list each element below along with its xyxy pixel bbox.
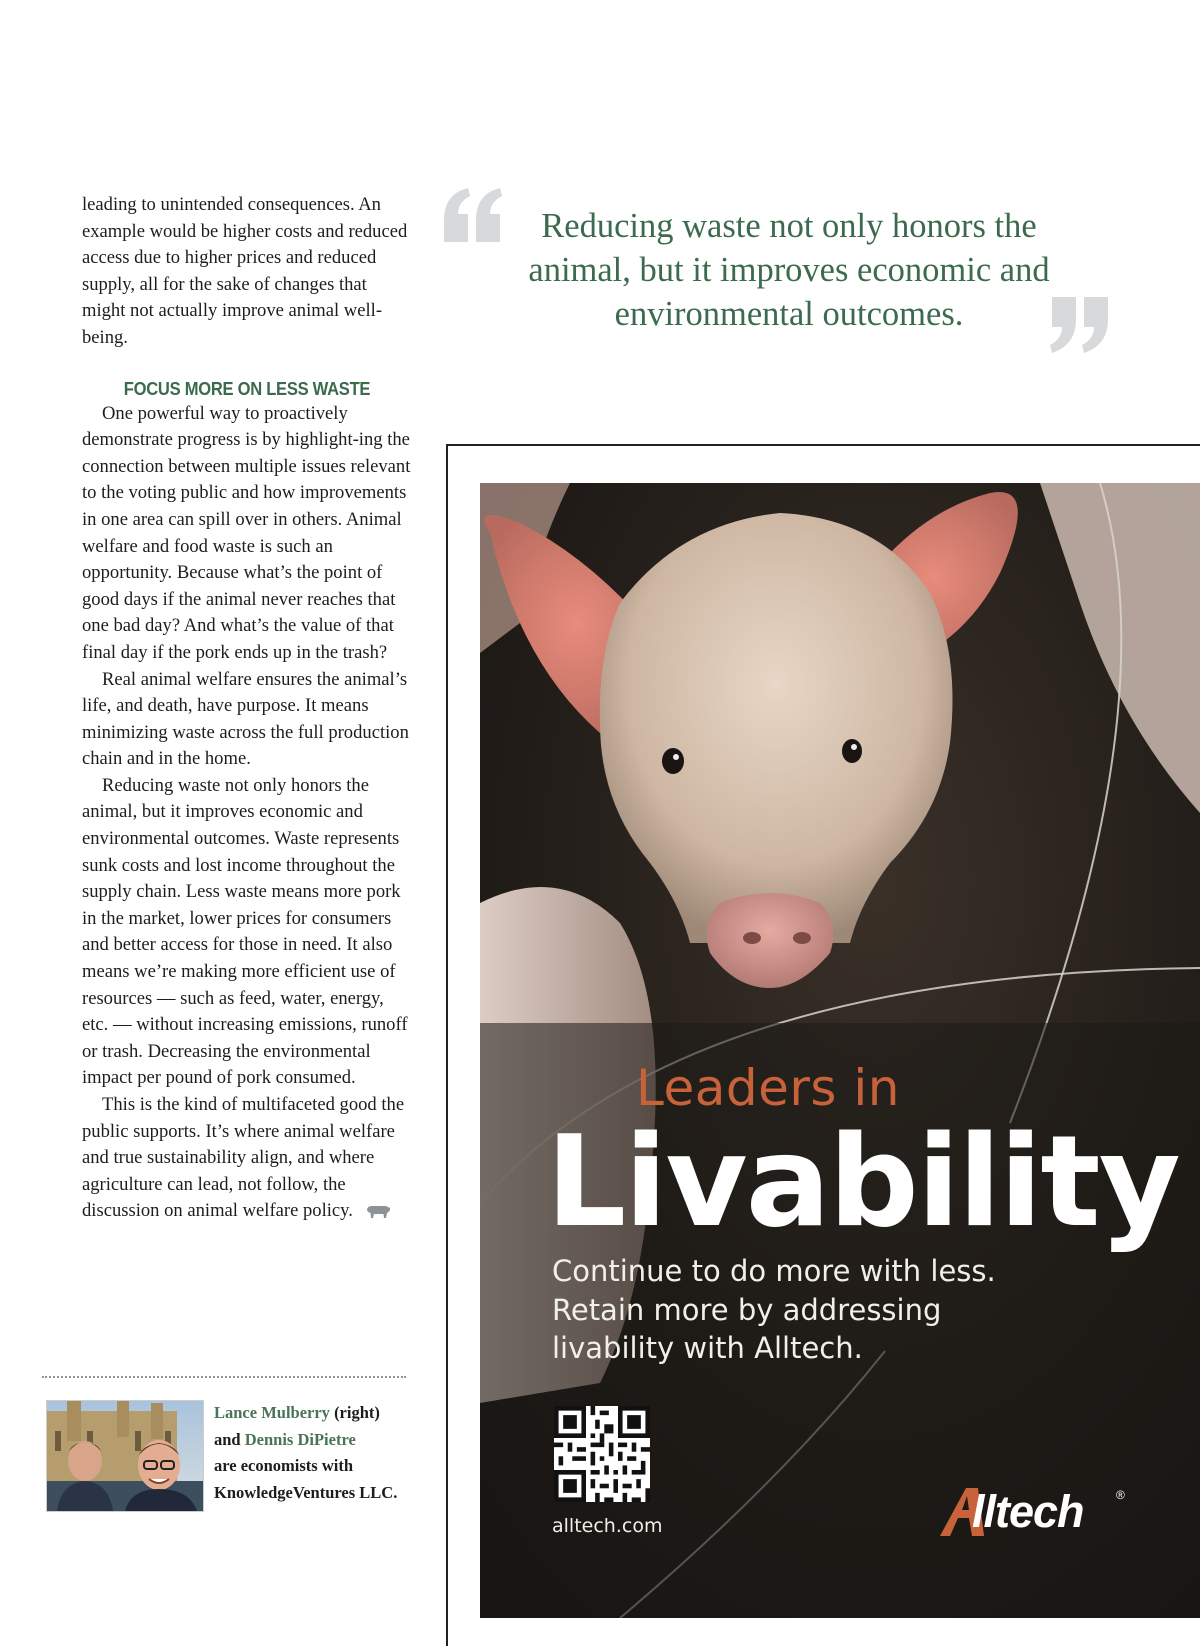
author-joiner: and <box>214 1429 241 1449</box>
close-quote-icon <box>1046 295 1112 355</box>
ad-kicker: Leaders in <box>636 1059 900 1117</box>
alltech-ad[interactable] <box>480 483 1200 1618</box>
article-column <box>82 192 412 1225</box>
author-photo <box>46 1400 204 1512</box>
section-subhead: FOCUS MORE ON LESS WASTE <box>123 378 371 399</box>
alltech-logo-text: lltech <box>972 1486 1084 1537</box>
article-paragraph: Reducing waste not only honors the animal, but it improves economic and environmental outcomes. Waste represents sunk costs and lost income throughout the supply chain. Less waste means more pork in the market, lower prices for consumers and better access for those in need. It also means we’re making more efficient use of resources — such as feed, water, energy, etc. — without increasing emissions, runoff or trash. Decreasing the environmental impact per pound of pork consumed. <box>82 774 408 1089</box>
ad-url-link[interactable]: alltech.com <box>552 1515 663 1537</box>
alltech-logo <box>936 1482 1136 1542</box>
author-name: Lance Mulberry <box>214 1403 330 1422</box>
pig-end-mark-icon <box>365 1205 391 1219</box>
article-paragraph: leading to unintended consequences. An example would be higher costs and reduced access due to higher prices and reduced supply, all for the sake of changes that might not actually improve animal well-being. <box>82 194 408 348</box>
author-divider <box>42 1376 406 1378</box>
author-affiliation: are economists with KnowledgeVentures LLC. <box>214 1456 398 1502</box>
article-paragraph-last <box>82 1092 412 1225</box>
ad-headline: Livability <box>546 1108 1179 1255</box>
author-name: Dennis DiPietre <box>244 1429 356 1449</box>
ad-copy-line: livability with Alltech. <box>552 1331 863 1365</box>
article-paragraph-text: This is the kind of multifaceted good the public supports. It’s where animal welfare and true sustainability align, and where agriculture can lead, not follow, the discussion on animal welfare policy. <box>82 1094 405 1222</box>
author-bio <box>214 1400 424 1506</box>
open-quote-icon <box>440 186 506 246</box>
qr-code-icon[interactable] <box>554 1406 650 1502</box>
article-paragraph: Real animal welfare ensures the animal’s life, and death, have purpose. It means minimizing waste across the full production chain and in the home. <box>82 668 409 770</box>
ad-copy <box>552 1252 1072 1368</box>
author-note: (right) <box>334 1403 380 1422</box>
pull-quote: Reducing waste not only honors the animal, but it improves economic and environmental outcomes. <box>528 207 1050 333</box>
ad-copy-line: Continue to do more with less. <box>552 1254 996 1288</box>
registered-mark: ® <box>1116 1488 1125 1502</box>
article-paragraph: One powerful way to proactively demonstrate progress is by highlight-ing the connection between multiple issues relevant to the voting public and how improvements in one area can spill over in others. Animal welfare and food waste is such an opportunity. Because what’s the point of good days if the animal never reaches that one bad day? And what’s the value of that final day if the pork ends up in the trash? <box>82 402 411 663</box>
ad-copy-line: Retain more by addressing <box>552 1292 942 1327</box>
